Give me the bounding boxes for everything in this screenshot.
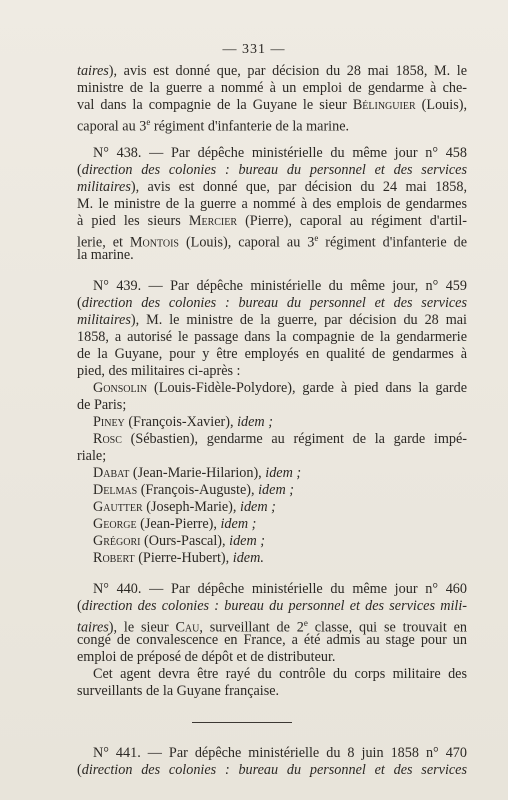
text-line: Rosc (Sébastien), gendarme au régiment de la garde impé- bbox=[93, 431, 467, 447]
text-line: (direction des colonies : bureau du personnel et des services bbox=[77, 162, 467, 178]
text-line: Gautter (Joseph-Marie), idem ; bbox=[93, 499, 276, 515]
text-line: Robert (Pierre-Hubert), idem. bbox=[93, 550, 264, 566]
text-line: riale; bbox=[77, 448, 107, 464]
text-line: N° 441. — Par dépêche ministérielle du 8 juin 1858 n° 470 bbox=[93, 745, 467, 761]
text-line: congé de convalescence en France, a été admis au stage pour un bbox=[77, 632, 467, 648]
text-line: George (Jean-Pierre), idem ; bbox=[93, 516, 257, 532]
text-line: Cet agent devra être rayé du contrôle du corps militaire des bbox=[93, 666, 467, 682]
text-line: taires), le sieur Cau, surveillant de 2e classe, qui se trouvait en bbox=[77, 618, 468, 636]
text-line: de la Guyane, pour y être employés en qualité de gendarmes à bbox=[77, 346, 467, 362]
text-line: Dabat (Jean-Marie-Hilarion), idem ; bbox=[93, 465, 302, 481]
paragraph-gap bbox=[77, 731, 467, 745]
text-line: caporal au 3e régiment d'infanterie de la marine. bbox=[77, 117, 350, 135]
paragraph-gap bbox=[77, 700, 467, 714]
text-line: (direction des colonies : bureau du personnel et des services bbox=[77, 295, 467, 311]
text-line: (direction des colonies : bureau du personnel et des services bbox=[77, 762, 467, 778]
body-text bbox=[77, 63, 467, 779]
text-line: M. le ministre de la guerre a nommé à des emplois de gendarmes bbox=[77, 196, 467, 212]
text-line: de Paris; bbox=[77, 397, 127, 413]
text-line: Piney (François-Xavier), idem ; bbox=[93, 414, 273, 430]
text-line: ministre de la guerre a nommé à un emploi de gendarme à che- bbox=[77, 80, 467, 96]
section-separator bbox=[77, 714, 467, 731]
text-line: N° 440. — Par dépêche ministérielle du même jour n° 460 bbox=[93, 581, 467, 597]
text-line: militaires), avis est donné que, par décision du 24 mai 1858, bbox=[77, 179, 467, 195]
text-line: surveillants de la Guyane française. bbox=[77, 683, 280, 699]
text-line: pied, des militaires ci-après : bbox=[77, 363, 241, 379]
text-line: val dans la compagnie de la Guyane le sieur Bélinguier (Louis), bbox=[77, 97, 467, 113]
text-line: Grégori (Ours-Pascal), idem ; bbox=[93, 533, 265, 549]
text-line: à pied les sieurs Mercier (Pierre), caporal au régiment d'artil- bbox=[77, 213, 467, 229]
paragraph-gap bbox=[77, 264, 467, 278]
text-line: emploi de préposé de dépôt et de distributeur. bbox=[77, 649, 336, 665]
text-line: (direction des colonies : bureau du personnel et des services mili- bbox=[77, 598, 467, 614]
text-line: Delmas (François-Auguste), idem ; bbox=[93, 482, 294, 498]
text-line: N° 439. — Par dépêche ministérielle du même jour, n° 459 bbox=[93, 278, 467, 294]
text-line: N° 438. — Par dépêche ministérielle du même jour n° 458 bbox=[93, 145, 467, 161]
text-line: militaires), M. le ministre de la guerre, par décision du 28 mai bbox=[77, 312, 467, 328]
text-line: lerie, et Montois (Louis), caporal au 3e régiment d'infanterie de bbox=[77, 233, 467, 251]
text-line: taires), avis est donné que, par décision du 28 mai 1858, M. le bbox=[77, 63, 467, 79]
paragraph-gap bbox=[77, 567, 467, 581]
text-line: Gonsolin (Louis-Fidèle-Polydore), garde à pied dans la garde bbox=[93, 380, 467, 396]
page-number: — 331 — bbox=[222, 42, 286, 57]
text-line: la marine. bbox=[77, 247, 134, 263]
text-line: 1858, a autorisé le passage dans la compagnie de la gendarmerie bbox=[77, 329, 467, 345]
